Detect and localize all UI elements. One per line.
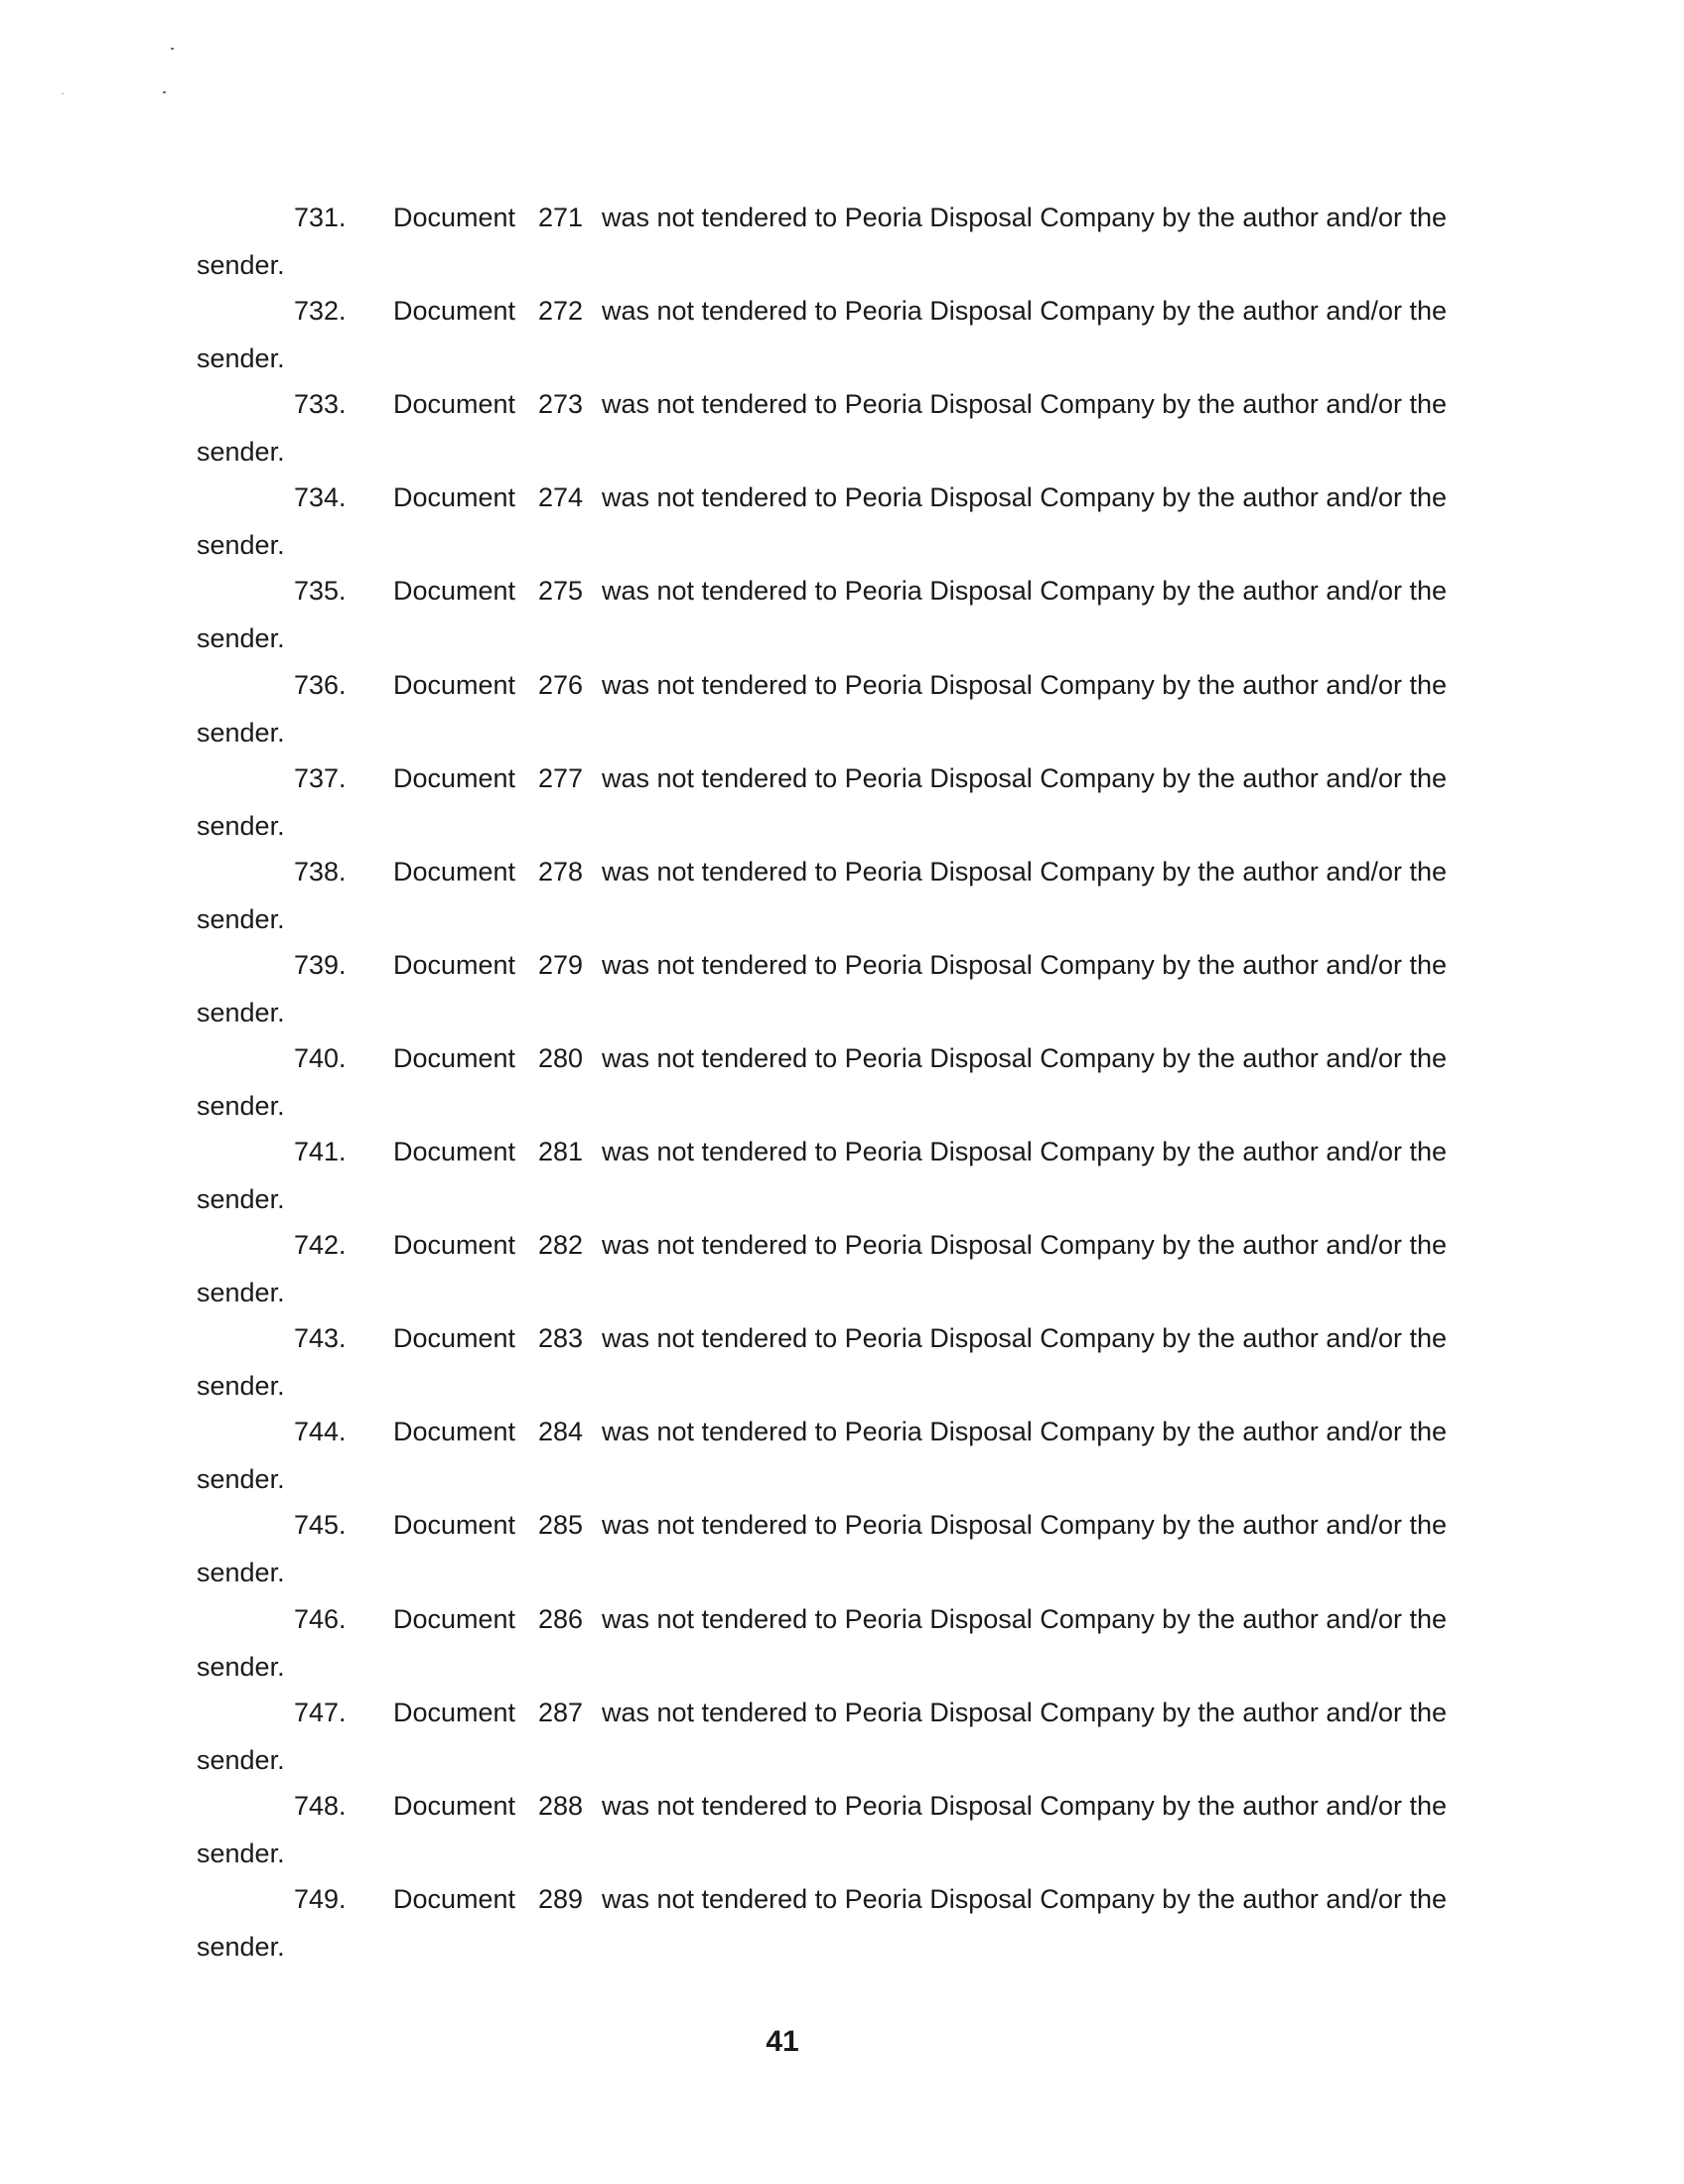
paragraph-number: 738. (294, 856, 347, 887)
numbered-paragraph (0, 575, 1684, 668)
numbered-paragraph (0, 762, 1684, 856)
paragraph-number: 742. (294, 1230, 347, 1261)
numbered-paragraph (0, 1509, 1684, 1602)
paragraph-text: was not tendered to Peoria Disposal Company by the author and/or the (602, 1323, 1448, 1354)
paragraph-number: 733. (294, 389, 347, 420)
paragraph-number: 739. (294, 949, 347, 980)
document-number: 277 (538, 762, 584, 793)
paragraph-text: was not tendered to Peoria Disposal Company by the author and/or the (602, 203, 1448, 232)
document-number: 287 (538, 1697, 584, 1727)
numbered-paragraph (0, 1322, 1684, 1416)
paragraph-number: 746. (294, 1603, 347, 1634)
paragraph-continuation: sender. (197, 530, 285, 561)
paragraph-text: was not tendered to Peoria Disposal Company by the author and/or the (602, 1230, 1448, 1261)
paragraph-text: was not tendered to Peoria Disposal Company by the author and/or the (602, 669, 1448, 700)
document-number: 274 (538, 482, 584, 513)
document-label: Document (393, 669, 516, 700)
paragraph-text: was not tendered to Peoria Disposal Company by the author and/or the (602, 949, 1448, 980)
paragraph-continuation: sender. (197, 1090, 285, 1121)
document-label: Document (393, 762, 516, 793)
paragraph-continuation: sender. (197, 623, 285, 654)
document-number: 283 (538, 1323, 584, 1354)
document-number: 282 (538, 1230, 584, 1261)
document-number: 278 (538, 856, 584, 887)
document-label: Document (393, 296, 516, 327)
scan-speck (163, 91, 166, 93)
paragraph-number: 745. (294, 1510, 347, 1541)
paragraph-continuation: sender. (197, 1744, 285, 1775)
paragraph-text: was not tendered to Peoria Disposal Company by the author and/or the (602, 1603, 1448, 1634)
paragraph-continuation: sender. (197, 343, 285, 374)
numbered-paragraph (0, 1697, 1684, 1790)
numbered-paragraph (0, 669, 1684, 762)
document-label: Document (393, 1790, 516, 1821)
paragraph-continuation: sender. (197, 1371, 285, 1402)
document-number: 289 (538, 1883, 584, 1914)
numbered-paragraph (0, 1603, 1684, 1697)
paragraph-continuation: sender. (197, 903, 285, 934)
paragraph-text: was not tendered to Peoria Disposal Company by the author and/or the (602, 1137, 1448, 1166)
paragraph-continuation: sender. (197, 997, 285, 1027)
scan-speck (62, 93, 64, 94)
document-label: Document (393, 482, 516, 513)
paragraph-text: was not tendered to Peoria Disposal Company by the author and/or the (602, 1417, 1448, 1447)
document-number: 285 (538, 1510, 584, 1541)
scan-speck (171, 48, 174, 50)
paragraph-number: 736. (294, 669, 347, 700)
document-label: Document (393, 1697, 516, 1727)
document-number: 286 (538, 1603, 584, 1634)
document-label: Document (393, 949, 516, 980)
document-label: Document (393, 1230, 516, 1261)
document-number: 280 (538, 1042, 584, 1073)
paragraph-continuation: sender. (197, 1558, 285, 1588)
numbered-paragraph (0, 856, 1684, 949)
paragraph-text: was not tendered to Peoria Disposal Company by the author and/or the (602, 296, 1448, 327)
paragraph-text: was not tendered to Peoria Disposal Company by the author and/or the (602, 482, 1448, 513)
paragraph-continuation: sender. (197, 1931, 285, 1962)
paragraph-text: was not tendered to Peoria Disposal Company by the author and/or the (602, 1042, 1448, 1073)
paragraph-text: was not tendered to Peoria Disposal Company by the author and/or the (602, 389, 1448, 420)
document-number: 276 (538, 669, 584, 700)
paragraph-text: was not tendered to Peoria Disposal Company by the author and/or the (602, 576, 1448, 607)
paragraph-number: 740. (294, 1042, 347, 1073)
document-number: 271 (538, 203, 584, 232)
document-label: Document (393, 1042, 516, 1073)
paragraph-number: 748. (294, 1790, 347, 1821)
numbered-paragraph (0, 1229, 1684, 1322)
numbered-paragraph (0, 202, 1684, 295)
numbered-paragraph (0, 1136, 1684, 1229)
document-number: 275 (538, 576, 584, 607)
paragraph-number: 744. (294, 1417, 347, 1447)
numbered-paragraph (0, 1883, 1684, 1977)
document-label: Document (393, 576, 516, 607)
document-label: Document (393, 1137, 516, 1166)
document-label: Document (393, 203, 516, 232)
numbered-paragraph (0, 1790, 1684, 1883)
paragraph-number: 743. (294, 1323, 347, 1354)
document-label: Document (393, 1510, 516, 1541)
paragraph-text: was not tendered to Peoria Disposal Company by the author and/or the (602, 856, 1448, 887)
paragraph-text: was not tendered to Peoria Disposal Company by the author and/or the (602, 1790, 1448, 1821)
document-label: Document (393, 1603, 516, 1634)
document-label: Document (393, 389, 516, 420)
document-label: Document (393, 1883, 516, 1914)
numbered-paragraph (0, 1416, 1684, 1509)
paragraph-continuation: sender. (197, 1278, 285, 1308)
paragraph-continuation: sender. (197, 1838, 285, 1868)
paragraph-number: 734. (294, 482, 347, 513)
document-label: Document (393, 1323, 516, 1354)
paragraph-continuation: sender. (197, 250, 285, 280)
document-number: 273 (538, 389, 584, 420)
paragraph-continuation: sender. (197, 1651, 285, 1682)
paragraph-continuation: sender. (197, 717, 285, 748)
paragraph-number: 732. (294, 296, 347, 327)
numbered-paragraph (0, 949, 1684, 1042)
paragraph-text: was not tendered to Peoria Disposal Company by the author and/or the (602, 1697, 1448, 1727)
page-number: 41 (766, 2025, 799, 2058)
numbered-paragraph (0, 388, 1684, 481)
document-label: Document (393, 1417, 516, 1447)
paragraph-text: was not tendered to Peoria Disposal Company by the author and/or the (602, 762, 1448, 793)
paragraph-continuation: sender. (197, 810, 285, 841)
paragraph-text: was not tendered to Peoria Disposal Company by the author and/or the (602, 1510, 1448, 1541)
document-number: 281 (538, 1137, 584, 1166)
paragraph-number: 749. (294, 1883, 347, 1914)
paragraph-number: 741. (294, 1137, 347, 1166)
paragraph-number: 747. (294, 1697, 347, 1727)
document-number: 279 (538, 949, 584, 980)
paragraph-continuation: sender. (197, 1464, 285, 1495)
numbered-paragraph (0, 295, 1684, 388)
paragraph-continuation: sender. (197, 1184, 285, 1214)
document-number: 284 (538, 1417, 584, 1447)
numbered-paragraph (0, 481, 1684, 575)
paragraph-number: 731. (294, 203, 347, 232)
numbered-paragraph (0, 1042, 1684, 1136)
document-label: Document (393, 856, 516, 887)
paragraph-number: 737. (294, 762, 347, 793)
document-number: 288 (538, 1790, 584, 1821)
document-number: 272 (538, 296, 584, 327)
paragraph-text: was not tendered to Peoria Disposal Company by the author and/or the (602, 1883, 1448, 1914)
paragraph-continuation: sender. (197, 437, 285, 468)
paragraph-number: 735. (294, 576, 347, 607)
